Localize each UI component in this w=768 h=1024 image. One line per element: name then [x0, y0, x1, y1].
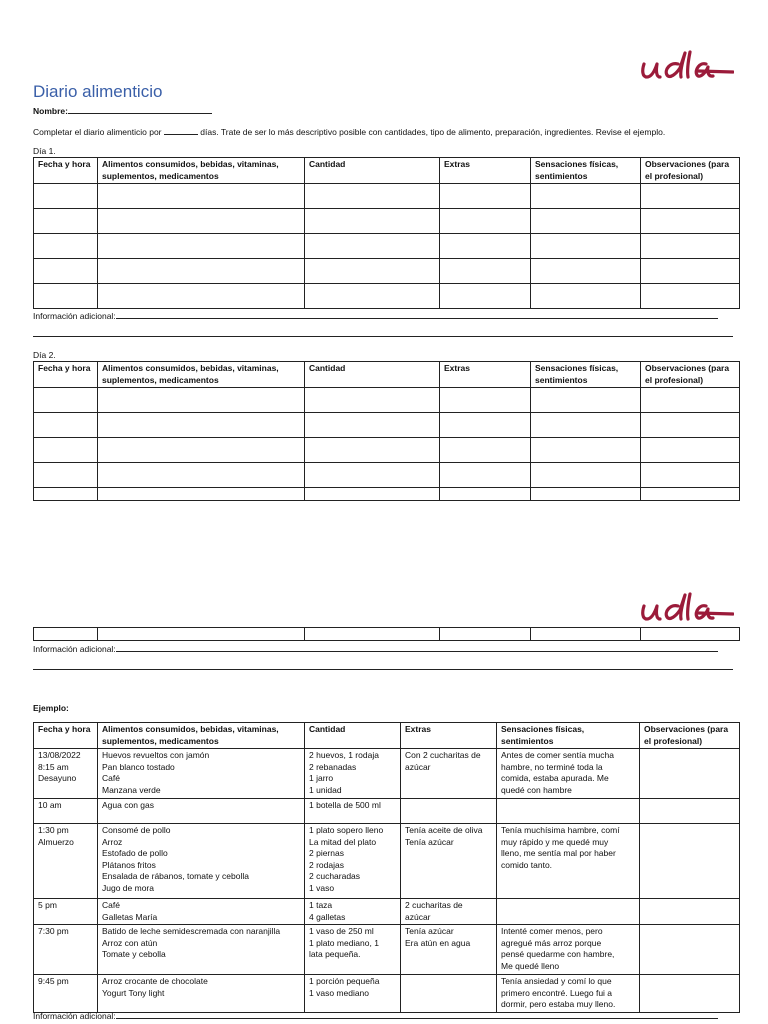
cell-text: Pan blanco tostado [102, 761, 175, 772]
table-row [34, 413, 740, 438]
page-title: Diario alimenticio [33, 82, 163, 101]
cell-text: 1 jarro [309, 773, 334, 783]
info-label: Información adicional: [33, 644, 116, 654]
col-fecha: Fecha y hora [34, 158, 98, 184]
entry-cell[interactable] [98, 388, 305, 413]
col-alimentos: Alimentos consumidos, bebidas, vitaminas, suplementos, medicamentos [98, 158, 305, 184]
entry-cell[interactable] [440, 628, 531, 641]
example-cell-observaciones [640, 749, 740, 799]
cell-text: Arroz con atún [102, 937, 158, 948]
cell-text: La mitad del plato [309, 836, 377, 847]
entry-cell[interactable] [305, 284, 440, 309]
table-row [34, 209, 740, 234]
cell-text: 2 rodajas [309, 859, 344, 870]
entry-cell[interactable] [34, 184, 98, 209]
cell-text: 1 plato mediano, 1 [309, 937, 379, 948]
example-cell-alimentos [98, 899, 305, 925]
entry-cell[interactable] [34, 284, 98, 309]
info-blank[interactable] [116, 642, 718, 652]
cell-text: 1 vaso mediano [309, 987, 370, 998]
day1-info [33, 309, 718, 321]
col-sensaciones: Sensaciones físicas, sentimientos [531, 362, 641, 388]
entry-cell[interactable] [98, 234, 305, 259]
example-cell-cantidad [305, 975, 401, 1013]
entry-cell[interactable] [641, 209, 740, 234]
entry-cell[interactable] [98, 259, 305, 284]
entry-cell[interactable] [641, 234, 740, 259]
cell-text: Era atún en agua [405, 937, 471, 948]
cell-text: 1 botella de 500 ml [309, 800, 381, 810]
entry-cell[interactable] [641, 184, 740, 209]
day2-table-continued [33, 627, 740, 641]
col-fecha: Fecha y hora [34, 723, 98, 749]
day2-table [33, 361, 740, 501]
example-cell-sensaciones [497, 975, 640, 1013]
cell-text: 1 vaso [309, 882, 335, 893]
table-row [34, 799, 740, 824]
info-blank[interactable] [116, 309, 718, 319]
col-observaciones: Observaciones (para el profesional) [641, 158, 740, 184]
table-row [34, 388, 740, 413]
nombre-row [33, 104, 212, 116]
entry-cell[interactable] [440, 488, 531, 501]
cell-text: primero encontré. Luego fui a [501, 987, 613, 998]
table-row [34, 749, 740, 799]
table-row [34, 463, 740, 488]
entry-cell[interactable] [531, 234, 641, 259]
cell-text: 2 cucharitas de [405, 900, 463, 910]
entry-cell[interactable] [34, 438, 98, 463]
cell-text: Café [102, 773, 120, 783]
cell-text: Almuerzo [38, 836, 74, 847]
cell-text: 1:30 pm [38, 825, 69, 835]
entry-cell[interactable] [34, 628, 98, 641]
table-row [34, 824, 740, 899]
entry-cell[interactable] [305, 488, 440, 501]
example-cell-sensaciones [497, 899, 640, 925]
cell-text: 10 am [38, 800, 62, 810]
example-cell-extras [401, 799, 497, 824]
entry-cell[interactable] [531, 209, 641, 234]
entry-cell[interactable] [34, 209, 98, 234]
example-cell-fecha [34, 824, 98, 899]
cell-text: Agua con gas [102, 800, 154, 810]
example-cell-cantidad [305, 749, 401, 799]
entry-cell[interactable] [641, 488, 740, 501]
cell-text: Ensalada de rábanos, tomate y cebolla [102, 871, 249, 881]
cell-text: 2 cucharadas [309, 871, 361, 881]
example-cell-extras [401, 749, 497, 799]
cell-text: pensé quedarme con hambre, [501, 949, 615, 959]
udla-logo [638, 50, 734, 84]
example-label: Ejemplo: [33, 703, 69, 713]
entry-cell[interactable] [305, 259, 440, 284]
col-sensaciones: Sensaciones físicas, sentimientos [497, 723, 640, 749]
entry-cell[interactable] [98, 413, 305, 438]
entry-cell[interactable] [641, 463, 740, 488]
cell-text: Tenía azúcar [405, 926, 454, 936]
cell-text: Desayuno [38, 773, 77, 783]
table-row [34, 284, 740, 309]
entry-cell[interactable] [440, 438, 531, 463]
cell-text: azúcar [405, 761, 431, 772]
entry-cell[interactable] [641, 413, 740, 438]
entry-cell[interactable] [34, 463, 98, 488]
cell-text: 4 galletas [309, 911, 346, 922]
example-cell-observaciones [640, 899, 740, 925]
example-cell-extras [401, 824, 497, 899]
entry-cell[interactable] [34, 388, 98, 413]
entry-cell[interactable] [98, 438, 305, 463]
info-line [33, 669, 733, 670]
example-cell-fecha [34, 799, 98, 824]
cell-text: Tenía aceite de oliva [405, 825, 483, 835]
entry-cell[interactable] [440, 209, 531, 234]
cell-text: 13/08/2022 [38, 750, 81, 760]
col-sensaciones: Sensaciones físicas, sentimientos [531, 158, 641, 184]
entry-cell[interactable] [531, 259, 641, 284]
cell-text: Arroz [102, 836, 123, 847]
cell-text: Galletas María [102, 911, 158, 922]
table-row [34, 628, 740, 641]
entry-cell[interactable] [305, 184, 440, 209]
entry-cell[interactable] [98, 628, 305, 641]
table-row [34, 259, 740, 284]
col-observaciones: Observaciones (para el profesional) [640, 723, 740, 749]
cell-text: 1 unidad [309, 784, 342, 795]
entry-cell[interactable] [641, 259, 740, 284]
instructions-pre: Completar el diario alimenticio por [33, 127, 162, 137]
example-cell-alimentos [98, 749, 305, 799]
cell-text: Con 2 cucharitas de [405, 750, 481, 760]
entry-cell[interactable] [531, 438, 641, 463]
cell-text: quedé con hambre [501, 784, 572, 795]
entry-cell[interactable] [440, 388, 531, 413]
entry-cell[interactable] [440, 184, 531, 209]
example-cell-extras [401, 975, 497, 1013]
example-cell-observaciones [640, 925, 740, 975]
cell-text: Estofado de pollo [102, 848, 168, 858]
col-extras: Extras [401, 723, 497, 749]
entry-cell[interactable] [440, 463, 531, 488]
day1-table [33, 157, 740, 309]
cell-text: lata pequeña. [309, 949, 361, 959]
table-row [34, 234, 740, 259]
table-header-row [34, 362, 740, 388]
entry-cell[interactable] [305, 628, 440, 641]
cell-text: Manzana verde [102, 784, 161, 795]
table-header-row [34, 158, 740, 184]
example-info [33, 1009, 718, 1021]
cell-text: 1 plato sopero lleno [309, 825, 384, 835]
cell-text: Tenía ansiedad y comí lo que [501, 976, 612, 986]
entry-cell[interactable] [305, 388, 440, 413]
cell-text: dormir, pero estaba muy lleno. [501, 999, 616, 1009]
info-blank[interactable] [116, 1009, 718, 1019]
entry-cell[interactable] [98, 184, 305, 209]
example-cell-extras [401, 899, 497, 925]
entry-cell[interactable] [641, 284, 740, 309]
cell-text: 1 porción pequeña [309, 976, 380, 986]
cell-text: Tomate y cebolla [102, 949, 166, 959]
col-cantidad: Cantidad [305, 723, 401, 749]
entry-cell[interactable] [34, 259, 98, 284]
nombre-label: Nombre: [33, 106, 68, 116]
table-row [34, 488, 740, 501]
entry-cell[interactable] [305, 438, 440, 463]
col-extras: Extras [440, 362, 531, 388]
entry-cell[interactable] [98, 488, 305, 501]
cell-text: 8:15 am [38, 761, 69, 772]
info-line [33, 336, 733, 337]
entry-cell[interactable] [305, 209, 440, 234]
nombre-blank [68, 104, 212, 114]
info-label: Información adicional: [33, 1011, 116, 1021]
example-cell-sensaciones [497, 799, 640, 824]
cell-text: Tenía azúcar [405, 836, 454, 847]
entry-cell[interactable] [98, 284, 305, 309]
days-blank [164, 125, 198, 135]
cell-text: muy rápido y me quedé muy [501, 836, 609, 847]
entry-cell[interactable] [531, 488, 641, 501]
cell-text: comida, estaba apurada. Me [501, 773, 609, 783]
example-cell-observaciones [640, 975, 740, 1013]
entry-cell[interactable] [305, 234, 440, 259]
table-header-row [34, 723, 740, 749]
example-cell-sensaciones [497, 749, 640, 799]
entry-cell[interactable] [531, 184, 641, 209]
cell-text: Consomé de pollo [102, 825, 171, 835]
example-cell-fecha [34, 899, 98, 925]
entry-cell[interactable] [531, 388, 641, 413]
example-cell-observaciones [640, 799, 740, 824]
instructions [33, 125, 665, 137]
entry-cell[interactable] [34, 488, 98, 501]
example-cell-sensaciones [497, 824, 640, 899]
example-cell-cantidad [305, 899, 401, 925]
col-alimentos: Alimentos consumidos, bebidas, vitaminas, suplementos, medicamentos [98, 362, 305, 388]
day1-label: Día 1. [33, 146, 56, 156]
entry-cell[interactable] [641, 628, 740, 641]
col-observaciones: Observaciones (para el profesional) [641, 362, 740, 388]
cell-text: lleno, me sentía mal por haber [501, 848, 616, 858]
table-row [34, 184, 740, 209]
example-cell-fecha [34, 749, 98, 799]
entry-cell[interactable] [305, 463, 440, 488]
day2-label: Día 2. [33, 350, 56, 360]
cell-text: agregué más arroz porque [501, 937, 602, 948]
cell-text: Plátanos fritos [102, 859, 156, 870]
cell-text: 2 rebanadas [309, 761, 357, 772]
example-cell-alimentos [98, 925, 305, 975]
cell-text: azúcar [405, 911, 431, 922]
cell-text: Arroz crocante de chocolate [102, 976, 208, 986]
example-cell-fecha [34, 925, 98, 975]
entry-cell[interactable] [98, 209, 305, 234]
example-cell-alimentos [98, 799, 305, 824]
cell-text: Yogurt Tony light [102, 987, 165, 998]
example-cell-cantidad [305, 799, 401, 824]
example-table [33, 722, 740, 1013]
info-label: Información adicional: [33, 311, 116, 321]
entry-cell[interactable] [531, 284, 641, 309]
entry-cell[interactable] [641, 388, 740, 413]
cell-text: Tenía muchísima hambre, comí [501, 825, 620, 835]
cell-text: 9:45 pm [38, 976, 69, 986]
cell-text: 7:30 pm [38, 926, 69, 936]
day2-info [33, 642, 718, 654]
entry-cell[interactable] [641, 438, 740, 463]
col-alimentos: Alimentos consumidos, bebidas, vitaminas, suplementos, medicamentos [98, 723, 305, 749]
example-cell-cantidad [305, 824, 401, 899]
example-cell-cantidad [305, 925, 401, 975]
cell-text: 1 vaso de 250 ml [309, 926, 374, 936]
cell-text: 2 piernas [309, 848, 344, 858]
entry-cell[interactable] [98, 463, 305, 488]
cell-text: Jugo de mora [102, 882, 154, 893]
cell-text: Antes de comer sentía mucha [501, 750, 614, 760]
table-row [34, 438, 740, 463]
entry-cell[interactable] [34, 413, 98, 438]
cell-text: Café [102, 900, 120, 910]
table-row [34, 975, 740, 1013]
entry-cell[interactable] [440, 284, 531, 309]
example-cell-sensaciones [497, 925, 640, 975]
udla-logo [638, 592, 734, 626]
col-cantidad: Cantidad [305, 158, 440, 184]
cell-text: Batido de leche semidescremada con naranjilla [102, 926, 281, 936]
cell-text: comido tanto. [501, 859, 553, 870]
cell-text: Me quedé lleno [501, 960, 560, 971]
col-fecha: Fecha y hora [34, 362, 98, 388]
entry-cell[interactable] [34, 234, 98, 259]
cell-text: 2 huevos, 1 rodaja [309, 750, 379, 760]
example-cell-observaciones [640, 824, 740, 899]
cell-text: Intenté comer menos, pero [501, 926, 603, 936]
table-row [34, 925, 740, 975]
cell-text: 5 pm [38, 900, 57, 910]
entry-cell[interactable] [440, 413, 531, 438]
entry-cell[interactable] [305, 413, 440, 438]
entry-cell[interactable] [531, 463, 641, 488]
example-cell-fecha [34, 975, 98, 1013]
table-row [34, 899, 740, 925]
cell-text: 1 taza [309, 900, 333, 910]
example-cell-alimentos [98, 824, 305, 899]
cell-text: hambre, no terminé toda la [501, 761, 603, 772]
example-cell-extras [401, 925, 497, 975]
col-cantidad: Cantidad [305, 362, 440, 388]
entry-cell[interactable] [440, 259, 531, 284]
example-cell-alimentos [98, 975, 305, 1013]
entry-cell[interactable] [531, 628, 641, 641]
cell-text: Huevos revueltos con jamón [102, 750, 210, 760]
entry-cell[interactable] [440, 234, 531, 259]
entry-cell[interactable] [531, 413, 641, 438]
col-extras: Extras [440, 158, 531, 184]
instructions-post: días. Trate de ser lo más descriptivo posible con cantidades, tipo de alimento, preparación, ingredientes. Revise el ejemplo. [200, 127, 666, 137]
